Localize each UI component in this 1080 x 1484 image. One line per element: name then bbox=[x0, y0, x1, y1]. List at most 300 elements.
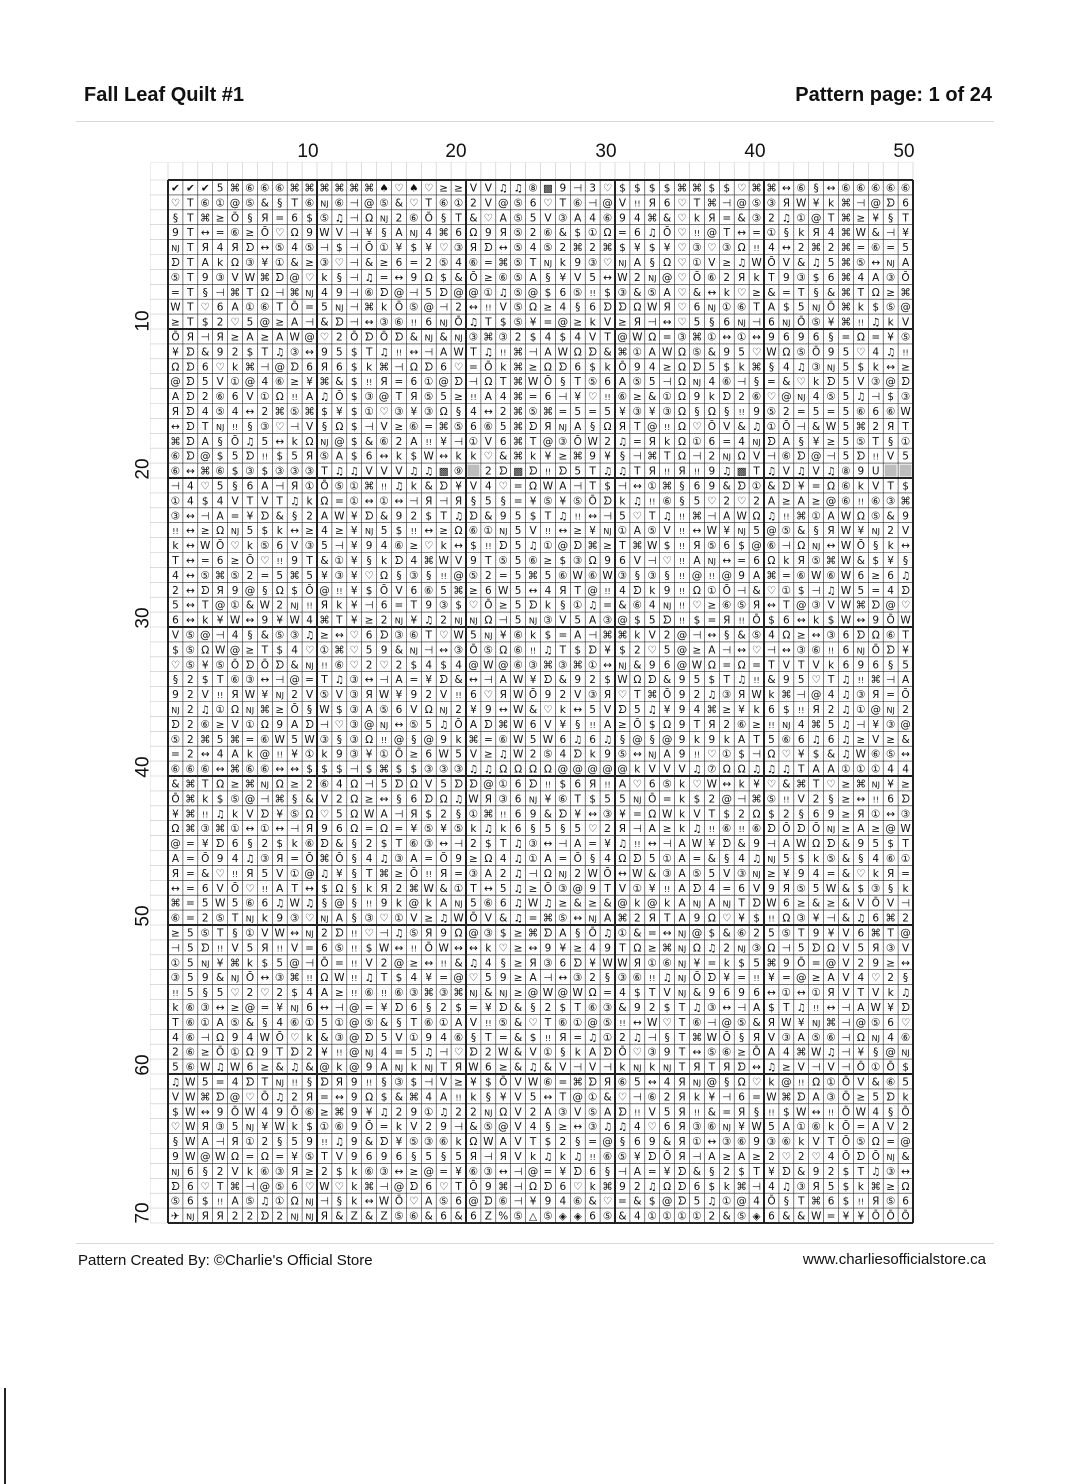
stitch-symbol: 4 bbox=[410, 554, 418, 567]
stitch-symbol: 4 bbox=[529, 242, 537, 255]
stitch-symbol: ¥ bbox=[574, 808, 582, 821]
stitch-symbol: T bbox=[738, 897, 745, 910]
stitch-symbol: & bbox=[618, 1001, 627, 1014]
stitch-symbol: 5 bbox=[231, 897, 239, 910]
stitch-symbol: A bbox=[529, 271, 537, 284]
stitch-symbol: A bbox=[752, 569, 761, 582]
stitch-symbol: ᗤ bbox=[588, 644, 598, 657]
stitch-symbol: ↔ bbox=[722, 554, 732, 567]
stitch-symbol: $ bbox=[380, 1091, 388, 1104]
stitch-symbol: @ bbox=[602, 1136, 613, 1149]
stitch-symbol: ⑤ bbox=[766, 405, 777, 418]
stitch-symbol: ♡ bbox=[170, 197, 181, 210]
stitch-symbol: $ bbox=[172, 1106, 179, 1119]
stitch-symbol: 5 bbox=[216, 733, 224, 746]
stitch-symbol: Я bbox=[618, 823, 627, 836]
stitch-symbol: 6 bbox=[887, 569, 894, 582]
stitch-symbol: ¥ bbox=[812, 435, 820, 448]
stitch-symbol: ⑥ bbox=[826, 1031, 836, 1044]
stitch-symbol: k bbox=[381, 554, 388, 567]
stitch-symbol: T bbox=[798, 927, 805, 940]
stitch-symbol: ᗤ bbox=[528, 599, 538, 612]
stitch-symbol: 6 bbox=[887, 793, 894, 806]
stitch-symbol: 5 bbox=[425, 718, 433, 731]
stitch-symbol: 9 bbox=[768, 331, 775, 344]
stitch-symbol: A bbox=[693, 554, 701, 567]
stitch-symbol: 5 bbox=[216, 987, 224, 1000]
stitch-symbol: ¥ bbox=[291, 748, 298, 761]
stitch-symbol: ⌘ bbox=[855, 420, 867, 433]
stitch-symbol: ↔ bbox=[722, 778, 732, 791]
stitch-symbol: NJ bbox=[722, 899, 731, 909]
stitch-symbol: 6 bbox=[529, 197, 537, 210]
stitch-symbol: ⊣ bbox=[200, 510, 210, 523]
stitch-symbol: ⑤ bbox=[304, 1150, 315, 1163]
stitch-symbol: k bbox=[425, 897, 432, 910]
stitch-symbol: ᗤ bbox=[811, 942, 821, 955]
stitch-symbol: ↔ bbox=[856, 793, 866, 806]
stitch-symbol: ③ bbox=[498, 793, 508, 806]
stitch-symbol: 5 bbox=[306, 569, 313, 582]
stitch-symbol: = bbox=[722, 882, 732, 895]
stitch-symbol: ↔ bbox=[752, 1061, 761, 1074]
stitch-symbol: V bbox=[216, 882, 224, 895]
stitch-symbol: Я bbox=[589, 778, 597, 791]
stitch-symbol: ⊣ bbox=[722, 644, 732, 657]
stitch-symbol: ↔ bbox=[901, 748, 910, 761]
stitch-symbol: = bbox=[469, 1001, 478, 1014]
stitch-symbol: ᗤ bbox=[647, 674, 657, 687]
stitch-symbol: 2 bbox=[723, 718, 731, 731]
stitch-symbol: 6 bbox=[619, 554, 626, 567]
stitch-symbol: Ω bbox=[752, 808, 761, 821]
stitch-symbol: Ω bbox=[663, 1180, 672, 1193]
stitch-symbol: Ō bbox=[424, 942, 433, 955]
stitch-symbol: ≥ bbox=[856, 1091, 866, 1104]
stitch-symbol: 9 bbox=[336, 286, 343, 299]
stitch-symbol: Ō bbox=[394, 748, 404, 761]
stitch-symbol: ᗤ bbox=[692, 361, 702, 374]
stitch-symbol: 9 bbox=[634, 361, 641, 374]
stitch-symbol: ③ bbox=[245, 674, 255, 687]
stitch-symbol: 9 bbox=[172, 1150, 179, 1163]
stitch-symbol: = bbox=[588, 405, 598, 418]
stitch-symbol: § bbox=[247, 838, 253, 851]
stitch-symbol: V bbox=[484, 912, 492, 925]
stitch-symbol: ③ bbox=[304, 540, 315, 553]
stitch-symbol: Ω bbox=[782, 912, 791, 925]
stitch-symbol: ⌘ bbox=[661, 942, 673, 955]
stitch-symbol: ⌘ bbox=[334, 1106, 345, 1119]
stitch-symbol: k bbox=[723, 286, 730, 299]
stitch-symbol: A bbox=[812, 1091, 820, 1104]
stitch-symbol: Ō bbox=[305, 852, 314, 865]
stitch-symbol: $ bbox=[783, 301, 790, 314]
stitch-symbol: $ bbox=[499, 927, 507, 940]
stitch-symbol: ③ bbox=[483, 1165, 494, 1178]
stitch-symbol: 2 bbox=[574, 867, 582, 880]
stitch-symbol: & bbox=[812, 420, 821, 433]
stitch-symbol: ᗤ bbox=[454, 778, 463, 791]
stitch-symbol: Ω bbox=[216, 1031, 225, 1044]
stitch-symbol: A bbox=[618, 376, 627, 389]
stitch-symbol: 5 bbox=[604, 793, 611, 806]
stitch-symbol: § bbox=[858, 852, 864, 865]
stitch-symbol: ¥ bbox=[887, 331, 894, 344]
stitch-symbol: $ bbox=[440, 271, 447, 284]
stitch-symbol: ⑥ bbox=[438, 197, 449, 210]
stitch-symbol: A bbox=[648, 346, 656, 359]
stitch-symbol: 6 bbox=[410, 376, 418, 389]
stitch-symbol: T bbox=[544, 510, 552, 523]
stitch-symbol: Ω bbox=[260, 1150, 269, 1163]
stitch-symbol: § bbox=[292, 510, 298, 523]
stitch-symbol: T bbox=[887, 927, 894, 940]
stitch-symbol: ⑥ bbox=[766, 540, 777, 553]
stitch-symbol: NJ bbox=[648, 750, 657, 760]
stitch-symbol: ↔ bbox=[692, 525, 702, 538]
stitch-symbol: ⊣ bbox=[573, 1061, 583, 1074]
stitch-symbol: Ω bbox=[543, 763, 552, 776]
stitch-symbol: ⑥ bbox=[394, 316, 404, 329]
stitch-symbol: k bbox=[604, 361, 611, 374]
stitch-symbol: ¥ bbox=[410, 823, 418, 836]
stitch-symbol: @ bbox=[691, 569, 703, 582]
stitch-symbol: @ bbox=[259, 1180, 271, 1193]
stitch-symbol: T bbox=[500, 376, 507, 389]
stitch-symbol: ③ bbox=[632, 405, 643, 418]
stitch-symbol: @ bbox=[423, 1165, 434, 1178]
stitch-symbol: ↔ bbox=[603, 271, 612, 284]
stitch-symbol: ③ bbox=[394, 629, 404, 642]
stitch-symbol: T bbox=[708, 808, 716, 821]
stitch-symbol: § bbox=[426, 1001, 432, 1014]
stitch-symbol: ⌘ bbox=[498, 718, 509, 731]
stitch-symbol: ≥ bbox=[364, 793, 374, 806]
stitch-symbol: 9 bbox=[440, 927, 447, 940]
stitch-symbol: !! bbox=[351, 929, 358, 939]
stitch-symbol: 6 bbox=[902, 1195, 909, 1208]
stitch-symbol: Ω bbox=[871, 629, 880, 642]
stitch-symbol: Ō bbox=[394, 301, 404, 314]
stitch-symbol: 5 bbox=[291, 450, 298, 463]
stitch-symbol: A bbox=[872, 271, 880, 284]
stitch-symbol: = bbox=[767, 376, 776, 389]
stitch-symbol: ⊣ bbox=[602, 1061, 613, 1074]
stitch-symbol: 6 bbox=[261, 897, 269, 910]
stitch-symbol: = bbox=[290, 852, 300, 865]
stitch-symbol: W bbox=[229, 614, 241, 627]
stitch-symbol: ≥ bbox=[647, 942, 657, 955]
stitch-symbol: & bbox=[841, 897, 851, 910]
stitch-symbol: § bbox=[888, 212, 894, 225]
stitch-symbol: Ō bbox=[230, 659, 240, 672]
stitch-symbol: NJ bbox=[737, 944, 746, 954]
stitch-symbol: NJ bbox=[871, 780, 880, 790]
stitch-symbol: $ bbox=[648, 242, 656, 255]
stitch-symbol: 9 bbox=[499, 972, 507, 985]
stitch-symbol: ⌘ bbox=[408, 1091, 420, 1104]
stitch-symbol: V bbox=[484, 182, 492, 195]
stitch-symbol: V bbox=[514, 1106, 522, 1119]
stitch-symbol: ⌘ bbox=[483, 331, 494, 344]
stitch-symbol: NJ bbox=[633, 795, 642, 805]
stitch-symbol: Ō bbox=[335, 852, 344, 865]
stitch-symbol: = bbox=[185, 912, 195, 925]
stitch-symbol: 9 bbox=[336, 748, 343, 761]
stitch-symbol: ↔ bbox=[185, 510, 195, 523]
stitch-symbol: § bbox=[679, 480, 685, 493]
stitch-symbol: k bbox=[857, 301, 864, 314]
website-link[interactable]: www.charliesofficialstore.ca bbox=[802, 1251, 986, 1268]
stitch-symbol: ⊣ bbox=[573, 182, 583, 195]
stitch-symbol: ᗤ bbox=[647, 1150, 657, 1163]
stitch-symbol: ⌘ bbox=[632, 540, 643, 553]
stitch-symbol: ♫ bbox=[289, 1061, 300, 1074]
stitch-symbol: ⑤ bbox=[692, 867, 702, 880]
stitch-symbol: 5 bbox=[693, 674, 701, 687]
stitch-symbol: ¥ bbox=[172, 346, 179, 359]
stitch-symbol: ♫ bbox=[647, 227, 657, 240]
stitch-symbol: ↔ bbox=[603, 659, 612, 672]
stitch-symbol: = bbox=[752, 1091, 761, 1104]
stitch-symbol: Ō bbox=[856, 540, 865, 553]
stitch-symbol: & bbox=[454, 1210, 463, 1223]
stitch-symbol: Я bbox=[231, 689, 239, 702]
stitch-symbol: k bbox=[768, 1076, 775, 1089]
stitch-symbol: T bbox=[172, 1016, 179, 1029]
stitch-symbol: V bbox=[663, 763, 671, 776]
stitch-symbol: ♡ bbox=[215, 361, 225, 374]
stitch-symbol: $ bbox=[321, 763, 328, 776]
stitch-symbol: ♫ bbox=[379, 1106, 389, 1119]
stitch-symbol: @ bbox=[363, 197, 375, 210]
stitch-symbol: $ bbox=[455, 599, 462, 612]
stitch-symbol: ⊣ bbox=[781, 942, 791, 955]
stitch-symbol: = bbox=[886, 242, 896, 255]
stitch-symbol: 4 bbox=[187, 495, 194, 508]
stitch-symbol: = bbox=[558, 629, 568, 642]
stitch-symbol: 4 bbox=[768, 1180, 775, 1193]
stitch-symbol: ⌘ bbox=[840, 316, 852, 329]
stitch-symbol: ⑤ bbox=[215, 912, 225, 925]
stitch-symbol: ≥ bbox=[722, 703, 732, 716]
stitch-symbol: 9 bbox=[216, 1106, 224, 1119]
stitch-symbol: § bbox=[604, 1165, 611, 1178]
stitch-symbol: § bbox=[709, 1165, 715, 1178]
stitch-symbol: W bbox=[200, 540, 211, 553]
stitch-symbol: ⊣ bbox=[439, 495, 449, 508]
stitch-symbol: ① bbox=[871, 808, 881, 821]
stitch-symbol: 9 bbox=[276, 912, 284, 925]
stitch-symbol: $ bbox=[604, 674, 611, 687]
stitch-symbol: A bbox=[708, 1150, 716, 1163]
stitch-symbol: ♡ bbox=[200, 301, 210, 314]
stitch-symbol: = bbox=[826, 867, 836, 880]
stitch-symbol: ♡ bbox=[468, 599, 479, 612]
stitch-symbol: ⊣ bbox=[751, 748, 762, 761]
stitch-symbol: ⌘ bbox=[781, 1091, 792, 1104]
stitch-symbol: ♡ bbox=[319, 331, 330, 344]
stitch-symbol: Я bbox=[216, 584, 224, 597]
stitch-symbol: ⌘ bbox=[900, 286, 911, 299]
stitch-symbol: ⊣ bbox=[856, 197, 866, 210]
stitch-symbol: ③ bbox=[275, 972, 285, 985]
stitch-symbol: ③ bbox=[811, 599, 821, 612]
stitch-symbol: T bbox=[216, 1180, 224, 1193]
stitch-symbol: = bbox=[707, 957, 717, 970]
stitch-symbol: V bbox=[842, 942, 850, 955]
stitch-symbol: 2 bbox=[753, 495, 760, 508]
stitch-symbol: ↔ bbox=[290, 763, 300, 776]
stitch-symbol: V bbox=[663, 525, 671, 538]
stitch-symbol: ↔ bbox=[185, 465, 195, 478]
stitch-symbol: Ω bbox=[275, 391, 284, 404]
stitch-symbol: 5 bbox=[902, 659, 909, 672]
stitch-symbol: ⑥ bbox=[900, 1031, 911, 1044]
stitch-symbol: ⊣ bbox=[409, 286, 419, 299]
stitch-symbol: W bbox=[557, 346, 569, 359]
stitch-symbol: !! bbox=[380, 735, 388, 745]
stitch-symbol: 2 bbox=[455, 703, 462, 716]
stitch-symbol: ᗤ bbox=[245, 450, 255, 463]
stitch-symbol: 9 bbox=[410, 689, 418, 702]
stitch-symbol: ♫ bbox=[617, 1121, 628, 1134]
stitch-symbol: NJ bbox=[484, 631, 493, 641]
stitch-symbol: Ω bbox=[767, 748, 776, 761]
stitch-symbol: 4 bbox=[783, 1046, 790, 1059]
stitch-symbol: V bbox=[872, 987, 880, 1000]
stitch-symbol: ⑥ bbox=[707, 1121, 717, 1134]
stitch-symbol: ᗤ bbox=[573, 540, 583, 553]
stitch-symbol: ᗤ bbox=[618, 1106, 627, 1119]
stitch-symbol: ♡ bbox=[438, 242, 449, 255]
stitch-symbol: ⑥ bbox=[394, 987, 404, 1000]
stitch-symbol: ᗤ bbox=[781, 480, 791, 493]
stitch-symbol: ⊣ bbox=[349, 763, 359, 776]
stitch-symbol: NJ bbox=[901, 1048, 910, 1058]
stitch-symbol: & bbox=[558, 227, 567, 240]
stitch-symbol: 4 bbox=[201, 405, 209, 418]
stitch-symbol: ① bbox=[617, 927, 628, 940]
stitch-symbol: ⑤ bbox=[558, 912, 568, 925]
stitch-symbol: ① bbox=[796, 1121, 806, 1134]
stitch-symbol: Ω bbox=[871, 1136, 880, 1149]
stitch-symbol: Я bbox=[484, 793, 492, 806]
stitch-symbol: 2 bbox=[589, 674, 596, 687]
stitch-symbol: ♡ bbox=[856, 867, 866, 880]
stitch-symbol: T bbox=[276, 1046, 283, 1059]
stitch-symbol: & bbox=[841, 852, 851, 865]
stitch-symbol: V bbox=[559, 614, 567, 627]
stitch-symbol: !! bbox=[485, 303, 492, 313]
stitch-symbol: & bbox=[275, 1061, 284, 1074]
stitch-symbol: ≥ bbox=[454, 1076, 463, 1089]
stitch-symbol: & bbox=[603, 1091, 612, 1104]
stitch-symbol: ③ bbox=[826, 629, 836, 642]
stitch-symbol: W bbox=[319, 227, 330, 240]
stitch-symbol: ⌘ bbox=[810, 1195, 822, 1208]
stitch-symbol: ♡ bbox=[722, 912, 732, 925]
stitch-symbol: 6 bbox=[485, 1061, 492, 1074]
stitch-symbol: ᗤ bbox=[498, 465, 508, 478]
stitch-symbol: 5 bbox=[172, 599, 179, 612]
stitch-symbol: k bbox=[693, 212, 700, 225]
stitch-symbol: Я bbox=[618, 420, 627, 433]
stitch-symbol: NJ bbox=[454, 899, 463, 909]
stitch-symbol: $ bbox=[768, 808, 775, 821]
stitch-symbol: ③ bbox=[662, 867, 672, 880]
stitch-symbol: ⌘ bbox=[617, 346, 628, 359]
stitch-symbol: W bbox=[632, 331, 643, 344]
stitch-symbol: ③ bbox=[796, 644, 806, 657]
stitch-symbol: !! bbox=[678, 586, 686, 596]
stitch-symbol: Ω bbox=[350, 808, 359, 821]
stitch-symbol: Ω bbox=[767, 942, 776, 955]
stitch-symbol: ♡ bbox=[900, 599, 911, 612]
stitch-symbol: 2 bbox=[634, 912, 641, 925]
stitch-symbol: ↔ bbox=[200, 1106, 210, 1119]
stitch-symbol: k bbox=[246, 748, 253, 761]
stitch-symbol: k bbox=[351, 1180, 358, 1193]
stitch-symbol: 9 bbox=[872, 957, 880, 970]
stitch-symbol: 9 bbox=[708, 465, 716, 478]
stitch-symbol: ↔ bbox=[498, 703, 508, 716]
stitch-symbol: $ bbox=[425, 808, 433, 821]
stitch-symbol: A bbox=[529, 972, 537, 985]
stitch-symbol: ♡ bbox=[632, 778, 643, 791]
stitch-symbol: V bbox=[469, 182, 478, 195]
stitch-symbol: k bbox=[589, 748, 596, 761]
stitch-symbol: ③ bbox=[453, 763, 464, 776]
stitch-symbol: @ bbox=[796, 599, 807, 612]
stitch-symbol: ⌘ bbox=[259, 271, 271, 284]
stitch-symbol: 4 bbox=[738, 852, 745, 865]
stitch-symbol: § bbox=[575, 927, 581, 940]
stitch-symbol: 4 bbox=[827, 1150, 835, 1163]
stitch-symbol: $ bbox=[768, 1001, 775, 1014]
stitch-symbol: ¥ bbox=[425, 674, 433, 687]
stitch-symbol: = bbox=[856, 1121, 866, 1134]
stitch-symbol: !! bbox=[634, 840, 641, 850]
stitch-symbol: W bbox=[840, 569, 852, 582]
stitch-symbol: ↔ bbox=[409, 346, 419, 359]
stitch-symbol: ③ bbox=[424, 1136, 434, 1149]
stitch-symbol: ⑤ bbox=[200, 927, 210, 940]
stitch-symbol: T bbox=[485, 316, 492, 329]
stitch-symbol: W bbox=[259, 599, 271, 612]
stitch-symbol: ᗤ bbox=[558, 465, 568, 478]
stitch-symbol: 9 bbox=[306, 227, 313, 240]
stitch-symbol: ⌘ bbox=[512, 450, 524, 463]
stitch-symbol: T bbox=[425, 197, 432, 210]
stitch-symbol: ¥ bbox=[201, 659, 209, 672]
stitch-symbol: 5 bbox=[783, 852, 790, 865]
stitch-symbol: 4 bbox=[231, 852, 239, 865]
stitch-symbol: Я bbox=[276, 852, 284, 865]
stitch-symbol: ♫ bbox=[707, 689, 717, 702]
stitch-symbol: NJ bbox=[618, 258, 627, 268]
stitch-symbol: Ω bbox=[424, 271, 433, 284]
stitch-symbol: 5 bbox=[514, 599, 522, 612]
stitch-symbol: ♫ bbox=[722, 465, 732, 478]
stitch-symbol: V bbox=[872, 733, 880, 746]
stitch-symbol: ↔ bbox=[245, 405, 255, 418]
stitch-symbol: A bbox=[499, 674, 507, 687]
stitch-symbol: 5 bbox=[365, 644, 373, 657]
stitch-symbol: 2 bbox=[604, 435, 611, 448]
stitch-symbol: ¥ bbox=[365, 748, 373, 761]
